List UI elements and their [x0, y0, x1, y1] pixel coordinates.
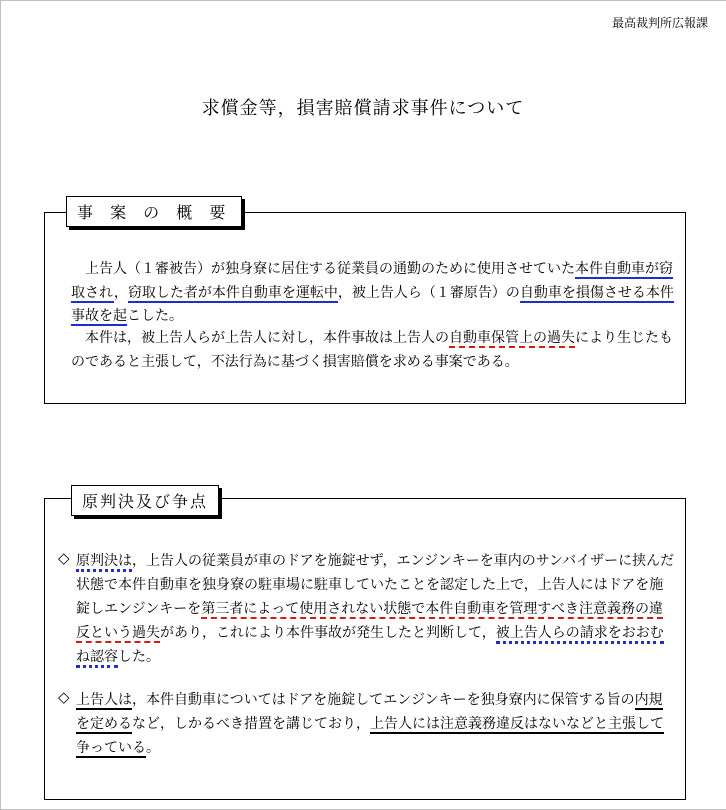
text-run: 上告人（１審被告）が独身寮に居住する従業員の通勤のために使用させていた [85, 261, 575, 277]
text-run: した。 [118, 649, 160, 665]
text-run: など，しかるべき措置を講じており， [132, 716, 370, 732]
text-run: により生じたものであると主張して，不法行為に基づく損害賠償を求める事案である。 [71, 330, 673, 370]
underlined-phrase: 自動車を損傷させる本件事故を起 [71, 284, 674, 324]
text-run: があり，これにより本件事故が発生したと判断して， [160, 625, 496, 641]
underlined-phrase: 上告人は [76, 692, 132, 708]
underlined-phrase: 本件自動車が窃取され [71, 261, 673, 301]
judgment-item-original-ruling [76, 549, 676, 669]
overview-paragraph-2 [71, 327, 681, 374]
text-run: 本件は，被上告人らが上告人に対し，本件事故は上告人の [85, 330, 449, 346]
department-header: 最高裁判所広報課 [611, 16, 708, 30]
text-run: ，被上告人ら（１審原告）の [337, 284, 520, 301]
diamond-bullet-icon: ◇ [58, 688, 70, 706]
overview-paragraph-1 [71, 258, 681, 329]
diamond-bullet-icon: ◇ [58, 549, 70, 567]
page-edge-left [0, 0, 1, 810]
text-run: ，本件自動車についてはドアを施錠してエンジンキーを独身寮内に保管する旨の [132, 692, 635, 708]
overview-section-label: 事 案 の 概 要 [66, 196, 242, 227]
page-edge-top [0, 0, 726, 1]
underlined-phrase: 自動車保管上の過失 [449, 330, 575, 346]
underlined-phrase: 窃取した者が本件自動車を運転中 [127, 284, 338, 301]
underlined-phrase: 原判決は [76, 553, 132, 572]
underlined-phrase: 第三者によって使用されない状態で本件自動車を管理すべき注意義務の違反という過失 [76, 601, 664, 641]
text-run: ， [113, 284, 128, 301]
document-title: 求償金等，損害賠償請求事件について [201, 98, 525, 119]
text-run: ，上告人の従業員が車のドアを施錠せず，エンジンキーを車内のサンバイザーに挟んだ状態で本件自動車を独身寮の駐車場に駐車していたことを認定した上で，上告人にはドアを施錠しエンジンキーを [76, 553, 675, 617]
judgment-section-label: 原判決及び争点 [71, 485, 219, 516]
underlined-phrase: 上告人には注意義務違反はないなどと主張して争っている [76, 716, 664, 756]
text-run: 。 [146, 740, 160, 756]
underlined-phrase: 内規を定める [76, 692, 663, 732]
underlined-phrase: 被上告人らの請求をおおむね認容 [76, 625, 664, 668]
text-run: こした。 [127, 308, 183, 324]
judgment-item-appellant-claim [76, 688, 676, 760]
